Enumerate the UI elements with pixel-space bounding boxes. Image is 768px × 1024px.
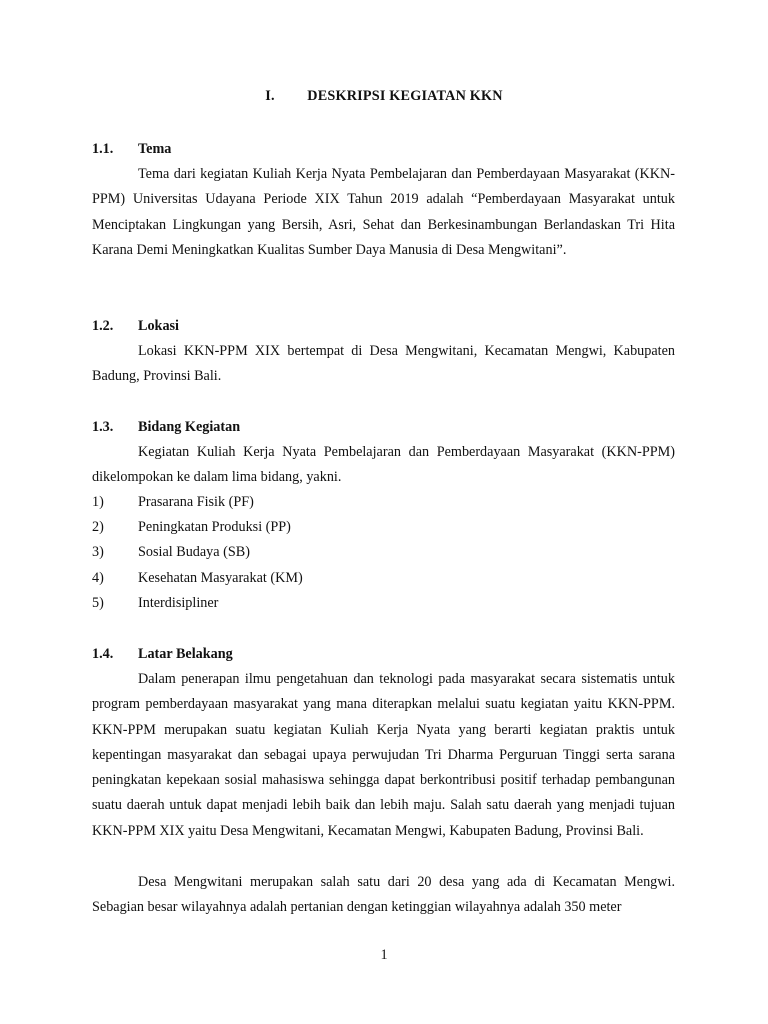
section-heading-lokasi bbox=[92, 318, 179, 335]
paragraph-text: Dalam penerapan ilmu pengetahuan dan teknologi pada masyarakat secara sistematis untuk program pemberdayaan masyarakat yang mana diterapkan melalui suatu kegiatan yaitu KKN-PPM. KKN-PPM merupakan suatu kegiatan Kuliah Kerja Nyata yang berarti kegiatan praktis untuk kepentingan masyarakat dan sebagai upaya perwujudan Tri Dharma Perguruan Tinggi serta sarana peningkatan kepekaan sosial mahasiswa sehingga dapat berkontribusi positif terhadap pembangunan suatu daerah untuk dapat menjadi lebih baik dan lebih maju. Salah satu daerah yang menjadi tujuan KKN-PPM XIX yaitu Desa Mengwitani, Kecamatan Mengwi, Kabupaten Badung, Provinsi Bali. bbox=[92, 671, 675, 839]
list-item bbox=[92, 494, 254, 511]
paragraph-text: Tema dari kegiatan Kuliah Kerja Nyata Pembelajaran dan Pemberdayaan Masyarakat (KKN-PPM) Universitas Udayana Periode XIX Tahun 2019 adalah “Pemberdayaan Masyarakat untuk Menciptakan Lingkungan yang Bersih, Asri, Sehat dan Berkesinambungan Berlandaskan Tri Hita Karana Demi Meningkatkan Kualitas Sumber Daya Manusia di Desa Mengwitani”. bbox=[92, 166, 675, 258]
section-heading-latar-belakang bbox=[92, 646, 233, 663]
list-item-number: 4) bbox=[92, 570, 104, 586]
section-number: 1.1. bbox=[92, 141, 114, 157]
paragraph-bidang-kegiatan bbox=[92, 440, 675, 491]
section-heading-tema bbox=[92, 141, 171, 158]
list-item-number: 1) bbox=[92, 494, 104, 510]
chapter-title bbox=[0, 88, 768, 105]
list-item bbox=[92, 519, 291, 536]
list-item-text: Kesehatan Masyarakat (KM) bbox=[138, 570, 303, 586]
section-title: Tema bbox=[138, 141, 172, 157]
paragraph-latar-belakang-2 bbox=[92, 870, 675, 921]
list-item bbox=[92, 595, 218, 612]
list-item-number: 5) bbox=[92, 595, 104, 611]
list-item-text: Interdisipliner bbox=[138, 595, 219, 611]
paragraph-text: Desa Mengwitani merupakan salah satu dari 20 desa yang ada di Kecamatan Mengwi. Sebagian besar wilayahnya adalah pertanian dengan ketinggian wilayahnya adalah 350 meter bbox=[92, 874, 675, 916]
section-number: 1.2. bbox=[92, 318, 114, 334]
list-item-number: 3) bbox=[92, 544, 104, 560]
page-number: 1 bbox=[380, 947, 388, 963]
section-number: 1.3. bbox=[92, 419, 114, 435]
paragraph-tema bbox=[92, 162, 675, 263]
section-title: Latar Belakang bbox=[138, 646, 233, 662]
section-heading-bidang-kegiatan bbox=[92, 419, 240, 436]
list-item bbox=[92, 544, 250, 561]
paragraph-text: Kegiatan Kuliah Kerja Nyata Pembelajaran dan Pemberdayaan Masyarakat (KKN-PPM) dikelompokan ke dalam lima bidang, yakni. bbox=[92, 444, 675, 486]
list-item bbox=[92, 570, 303, 587]
list-item-text: Peningkatan Produksi (PP) bbox=[138, 519, 291, 535]
paragraph-text: Lokasi KKN-PPM XIX bertempat di Desa Mengwitani, Kecamatan Mengwi, Kabupaten Badung, Provinsi Bali. bbox=[92, 343, 675, 385]
section-number: 1.4. bbox=[92, 646, 114, 662]
list-item-number: 2) bbox=[92, 519, 104, 535]
chapter-number: I. bbox=[265, 88, 275, 104]
paragraph-latar-belakang-1 bbox=[92, 667, 675, 844]
section-title: Bidang Kegiatan bbox=[138, 419, 241, 435]
section-title: Lokasi bbox=[138, 318, 180, 334]
list-item-text: Prasarana Fisik (PF) bbox=[138, 494, 254, 510]
paragraph-lokasi bbox=[92, 339, 675, 390]
list-item-text: Sosial Budaya (SB) bbox=[138, 544, 250, 560]
chapter-title-text: DESKRIPSI KEGIATAN KKN bbox=[307, 88, 503, 104]
